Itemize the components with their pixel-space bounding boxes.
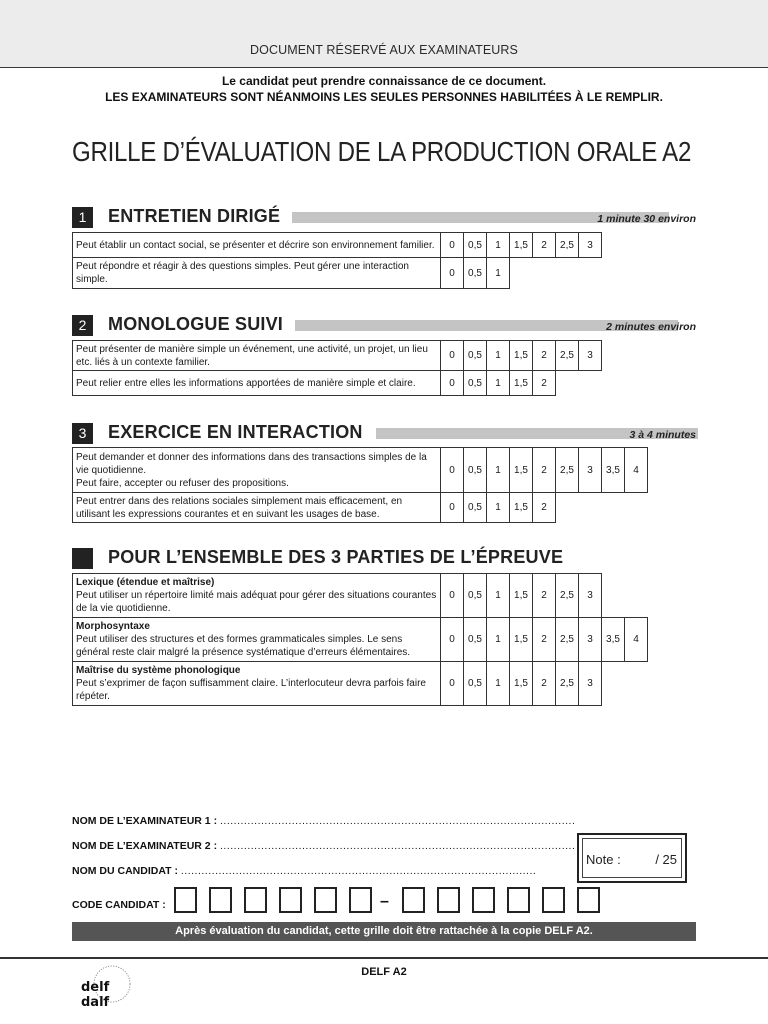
empty-cell: [579, 258, 602, 289]
score-cell[interactable]: 0,5: [464, 233, 487, 258]
criterion-text: Peut entrer dans des relations sociales simplement mais efficacement, en utilisant les expressions courantes et en suivant les usages de base.: [76, 495, 403, 520]
section-duration: 2 minutes environ: [606, 321, 696, 333]
score-cell[interactable]: 0,5: [464, 493, 487, 523]
code-digit-box[interactable]: [244, 887, 267, 913]
score-cell[interactable]: 1: [487, 233, 510, 258]
empty-cell: [602, 371, 625, 396]
score-cell[interactable]: 0: [441, 493, 464, 523]
section-3-table: [72, 447, 648, 523]
score-cell[interactable]: 1: [487, 341, 510, 371]
score-cell[interactable]: 0: [441, 233, 464, 258]
score-cell[interactable]: 2: [533, 448, 556, 493]
code-separator: –: [380, 893, 389, 910]
score-cell[interactable]: 0,5: [464, 448, 487, 493]
overall-table: [72, 573, 648, 706]
criterion-text: Peut utiliser un répertoire limité mais adéquat pour gérer des situations courantes de la vie quotidienne.: [76, 590, 437, 614]
code-label: CODE CANDIDAT :: [72, 899, 166, 911]
score-cell[interactable]: 2,5: [556, 233, 579, 258]
empty-cell: [556, 371, 579, 396]
criterion-heading: Morphosyntaxe: [76, 621, 150, 632]
note-total: / 25: [655, 852, 677, 867]
score-cell[interactable]: 2,5: [556, 662, 579, 706]
table-row: [73, 233, 648, 258]
table-row: [73, 493, 648, 523]
score-cell[interactable]: 0,5: [464, 258, 487, 289]
section-title: ENTRETIEN DIRIGÉ: [108, 206, 281, 226]
empty-cell: [602, 233, 625, 258]
section-2-header: [72, 315, 696, 337]
code-digit-box[interactable]: [507, 887, 530, 913]
score-cell[interactable]: 2: [533, 233, 556, 258]
code-digit-box[interactable]: [577, 887, 600, 913]
criterion-text: Peut utiliser des structures et des formes grammaticales simples. Le sens général reste clair malgré la présence systématique d’erreurs élémentaires.: [76, 634, 411, 658]
criterion-heading: Maîtrise du système phonologique: [76, 665, 241, 676]
table-row: [73, 371, 648, 396]
notice-line-2: LES EXAMINATEURS SONT NÉANMOINS LES SEULES PERSONNES HABILITÉES À LE REMPLIR.: [105, 90, 663, 104]
score-cell[interactable]: 0: [441, 448, 464, 493]
score-cell[interactable]: 0,5: [464, 618, 487, 662]
score-cell[interactable]: 3: [579, 574, 602, 618]
score-cell[interactable]: 2: [533, 618, 556, 662]
score-cell[interactable]: 0: [441, 574, 464, 618]
score-cell[interactable]: 3: [579, 662, 602, 706]
score-cell[interactable]: 2: [533, 371, 556, 396]
empty-cell: [625, 574, 648, 618]
section-duration: 3 à 4 minutes: [629, 429, 696, 441]
criterion-text: Peut s’exprimer de façon suffisamment claire. L’interlocuteur devra parfois faire répéter.: [76, 678, 426, 702]
score-cell[interactable]: 1,5: [510, 574, 533, 618]
candidate-line: [72, 865, 536, 877]
score-cell[interactable]: 2,5: [556, 574, 579, 618]
score-cell[interactable]: 3: [579, 233, 602, 258]
table-row: [73, 258, 648, 289]
note-label: Note :: [586, 852, 621, 867]
criterion-description: [73, 493, 441, 523]
empty-cell: [625, 371, 648, 396]
score-cell[interactable]: 0: [441, 341, 464, 371]
criterion-description: [73, 341, 441, 371]
score-cell[interactable]: 1: [487, 493, 510, 523]
score-cell[interactable]: 1,5: [510, 493, 533, 523]
score-cell[interactable]: 1: [487, 662, 510, 706]
score-cell[interactable]: 1,5: [510, 341, 533, 371]
code-digit-box[interactable]: [472, 887, 495, 913]
score-cell[interactable]: 2: [533, 493, 556, 523]
table-row: [73, 341, 648, 371]
score-cell[interactable]: 3: [579, 341, 602, 371]
svg-text:delf: delf: [81, 980, 110, 995]
score-cell[interactable]: 1,5: [510, 618, 533, 662]
svg-text:dalf: dalf: [81, 995, 110, 1010]
score-cell[interactable]: 1: [487, 448, 510, 493]
criterion-description: [73, 371, 441, 396]
score-cell[interactable]: 2: [533, 662, 556, 706]
examiner-2-label: NOM DE L’EXAMINATEUR 2 :: [72, 840, 218, 852]
empty-cell: [625, 493, 648, 523]
criterion-description: [73, 662, 441, 706]
score-cell[interactable]: 3,5: [602, 448, 625, 493]
score-cell[interactable]: 3: [579, 448, 602, 493]
overall-header: [72, 548, 696, 570]
empty-cell: [602, 341, 625, 371]
empty-cell: [602, 258, 625, 289]
criterion-text: Peut établir un contact social, se présenter et décrire son environnement familier.: [76, 239, 435, 251]
score-cell[interactable]: 1: [487, 371, 510, 396]
score-cell[interactable]: 2: [533, 574, 556, 618]
code-digit-box[interactable]: [349, 887, 372, 913]
delf-dalf-logo: [79, 962, 135, 1012]
empty-cell: [602, 574, 625, 618]
reserved-banner: DOCUMENT RÉSERVÉ AUX EXAMINATEURS: [250, 43, 518, 57]
score-cell[interactable]: 0: [441, 618, 464, 662]
score-cell[interactable]: 2,5: [556, 618, 579, 662]
candidate-field[interactable]: ........................................................................................................: [180, 865, 537, 877]
section-1-header: [72, 207, 696, 229]
section-number: 2: [72, 315, 93, 336]
score-cell[interactable]: 1,5: [510, 448, 533, 493]
table-row: [73, 662, 648, 706]
score-cell[interactable]: 1,5: [510, 233, 533, 258]
examiner-1-label: NOM DE L’EXAMINATEUR 1 :: [72, 815, 218, 827]
code-digit-box[interactable]: [402, 887, 425, 913]
notice-line-1: Le candidat peut prendre connaissance de ce document.: [221, 74, 547, 88]
score-cell[interactable]: 0,5: [464, 341, 487, 371]
examiner-1-line: [72, 815, 575, 827]
criterion-heading: Lexique (étendue et maîtrise): [76, 577, 215, 588]
candidate-label: NOM DU CANDIDAT :: [72, 865, 178, 877]
score-cell[interactable]: 0,5: [464, 662, 487, 706]
empty-cell: [556, 493, 579, 523]
score-cell[interactable]: 1: [487, 618, 510, 662]
score-cell[interactable]: 0: [441, 371, 464, 396]
empty-cell: [625, 341, 648, 371]
section-number: 1: [72, 207, 93, 228]
score-cell[interactable]: 3,5: [602, 618, 625, 662]
empty-cell: [625, 258, 648, 289]
criterion-text: Peut faire, accepter ou refuser des propositions.: [76, 477, 289, 489]
section-duration: 1 minute 30 environ: [597, 213, 696, 225]
empty-cell: [602, 662, 625, 706]
criterion-text: Peut répondre et réagir à des questions simples. Peut gérer une interaction simple.: [76, 261, 409, 285]
score-cell[interactable]: 0: [441, 258, 464, 289]
table-row: [73, 448, 648, 493]
criterion-description: [73, 233, 441, 258]
code-digit-box[interactable]: [279, 887, 302, 913]
empty-cell: [556, 258, 579, 289]
section-title: MONOLOGUE SUIVI: [108, 314, 284, 334]
code-digit-box[interactable]: [437, 887, 460, 913]
footer-exam-label: DELF A2: [361, 966, 407, 978]
instruction-band: Après évaluation du candidat, cette grille doit être rattachée à la copie DELF A2.: [72, 922, 696, 941]
criterion-text: Peut demander et donner des informations dans des transactions simples de la vie quotidienne.: [76, 451, 427, 476]
section-number: 3: [72, 423, 93, 444]
score-cell[interactable]: 1: [487, 258, 510, 289]
section-2-table: [72, 340, 648, 396]
overall-square: [72, 548, 93, 569]
criterion-text: Peut relier entre elles les informations apportées de manière simple et claire.: [76, 377, 416, 389]
code-digit-box[interactable]: [542, 887, 565, 913]
section-title: EXERCICE EN INTERACTION: [108, 422, 363, 442]
code-digit-box[interactable]: [174, 887, 197, 913]
criterion-description: [73, 448, 441, 493]
code-digit-box[interactable]: [209, 887, 232, 913]
score-cell[interactable]: 0,5: [464, 574, 487, 618]
examiner-1-field[interactable]: ........................................................................................................: [219, 815, 576, 827]
score-cell[interactable]: 1,5: [510, 371, 533, 396]
empty-cell: [625, 662, 648, 706]
section-1-table: [72, 232, 648, 289]
score-cell[interactable]: 3: [579, 618, 602, 662]
score-cell[interactable]: 4: [625, 618, 648, 662]
score-cell[interactable]: 0: [441, 662, 464, 706]
section-3-header: [72, 423, 696, 445]
criterion-description: [73, 618, 441, 662]
table-row: [73, 574, 648, 618]
score-cell[interactable]: 4: [625, 448, 648, 493]
overall-title: POUR L’ENSEMBLE DES 3 PARTIES DE L’ÉPREUVE: [108, 547, 564, 567]
empty-cell: [579, 493, 602, 523]
page-title: GRILLE D’ÉVALUATION DE LA PRODUCTION ORALE A2: [72, 136, 692, 167]
empty-cell: [533, 258, 556, 289]
top-band: [0, 0, 768, 68]
score-cell[interactable]: 1: [487, 574, 510, 618]
score-cell[interactable]: 2: [533, 341, 556, 371]
criterion-description: [73, 258, 441, 289]
empty-cell: [602, 493, 625, 523]
score-cell[interactable]: 1,5: [510, 662, 533, 706]
examiner-2-line: [72, 840, 575, 852]
score-cell[interactable]: 2,5: [556, 341, 579, 371]
examiner-2-field[interactable]: ........................................................................................................: [219, 840, 576, 852]
table-row: [73, 618, 648, 662]
criterion-text: Peut présenter de manière simple un événement, une activité, un projet, un lieu etc. liés à un contexte familier.: [76, 343, 428, 368]
empty-cell: [579, 371, 602, 396]
code-digit-box[interactable]: [314, 887, 337, 913]
footer-rule: [0, 957, 768, 959]
empty-cell: [510, 258, 533, 289]
criterion-description: [73, 574, 441, 618]
score-cell[interactable]: 2,5: [556, 448, 579, 493]
empty-cell: [625, 233, 648, 258]
note-box[interactable]: [577, 833, 687, 883]
score-cell[interactable]: 0,5: [464, 371, 487, 396]
